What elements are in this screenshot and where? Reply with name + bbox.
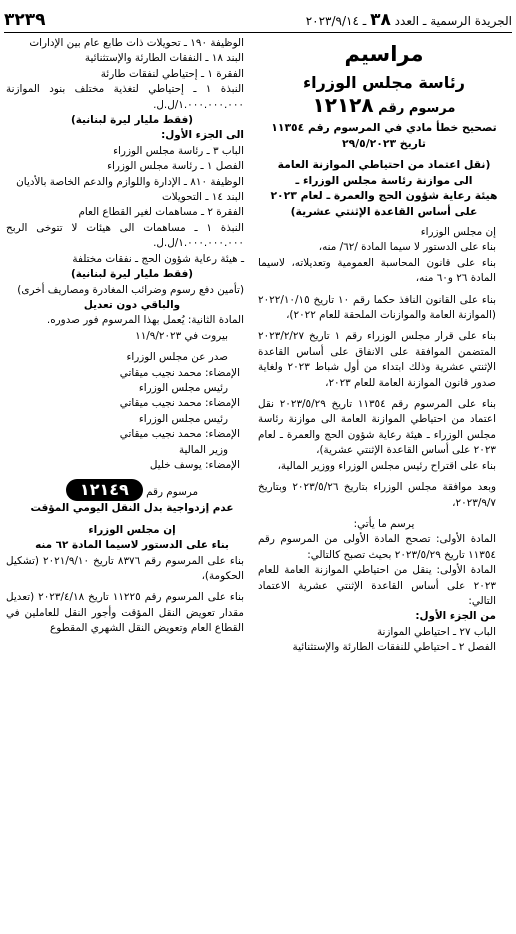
preamble-proposal: بناء على اقتراح رئيس مجلس الوزراء ووزير المالية، bbox=[277, 459, 496, 472]
amount-in-words: (فقط مليار ليرة لبنانية) bbox=[70, 114, 194, 127]
budget-line: النبذة ١ ـ مساهمات الى هيئات لا تتوخى الربح ١.٠٠٠.٠٠٠.٠٠٠/ل.ل. bbox=[6, 221, 244, 250]
decree-number: ١٢١٢٨ bbox=[312, 93, 374, 117]
decree2-label: مرسوم رقم bbox=[146, 486, 199, 499]
purpose-note: (تأمين دفع رسوم وضرائب المغادرة ومصاريف أخرى) bbox=[17, 283, 244, 296]
budget-line: الفصل ١ ـ رئاسة مجلس الوزراء bbox=[107, 160, 244, 173]
decree-subject-1: تصحيح خطأ مادي في المرسوم رقم ١١٣٥٤ bbox=[271, 121, 497, 134]
budget-line: البند ١٨ ـ النفقات الطارئة والإستثنائية bbox=[84, 52, 244, 65]
decree-desc-4: على أساس القاعدة الإثنتي عشرية) bbox=[290, 204, 478, 218]
budget-line: ـ هيئة رعاية شؤون الحج ـ نفقات مختلفة bbox=[72, 252, 244, 265]
rest-unchanged: والباقي دون تعديل bbox=[83, 298, 181, 311]
journal-heading bbox=[306, 10, 512, 30]
decree2-paragraph: بناء على المرسوم رقم ١١٢٢٥ تاريخ ٢٠٢٣/٤/١٨ (تعديل مقدار تعويض النقل المؤقت وأجور النقل للعاملين في القطاع العام وتعويض النقل الشهري المقطوع bbox=[6, 591, 245, 635]
preamble-constitution: بناء على الدستور لا سيما المادة /٦٢/ منه، bbox=[318, 241, 496, 254]
section-line: الفصل ٢ ـ احتياطي للنفقات الطارئة والإستثنائية bbox=[292, 641, 496, 654]
budget-line: الباب ٣ ـ رئاسة مجلس الوزراء bbox=[113, 144, 244, 157]
decree-subject-2: تاريخ ٢٩/٥/٢٠٢٣ bbox=[342, 136, 426, 150]
decree-desc-2: الى موازنة رئاسة مجلس الوزراء ـ bbox=[295, 173, 473, 187]
chapter-line: الباب ٢٧ ـ احتياطي الموازنة bbox=[376, 625, 496, 638]
decree2-number: ١٢١٤٩ bbox=[66, 479, 143, 501]
budget-line: النبذة ١ ـ إحتياطي لتغذية مختلف بنود الموازنة ١.٠٠٠.٠٠٠.٠٠٠/ل.ل. bbox=[6, 83, 244, 111]
to-part-one-heading: الى الجزء الأول: bbox=[161, 129, 244, 142]
budget-line: الفقرة ٢ ـ مساهمات لغير القطاع العام bbox=[78, 206, 244, 219]
finance-minister-title: وزير المالية bbox=[178, 443, 228, 456]
finance-minister-signature: الإمضاء: يوسف خليل bbox=[149, 458, 240, 471]
page-header bbox=[4, 6, 512, 33]
signature-line: الإمضاء: محمد نجيب ميقاتي bbox=[119, 366, 240, 379]
decree2-subject: عدم إزدواجية بدل النقل اليومي المؤقت bbox=[30, 502, 234, 515]
decree2-number-line bbox=[6, 479, 258, 501]
decree-number-line bbox=[258, 94, 510, 120]
part-one-heading: من الجزء الأول: bbox=[415, 610, 496, 623]
journal-name: الجريدة الرسمية ـ العدد bbox=[394, 14, 512, 28]
issue-date: ـ ٢٠٢٣/٩/١٤ bbox=[305, 14, 367, 28]
article-one-transfer: المادة الأولى: ينقل من احتياطي الموازنة العامة للعام ٢٠٢٣ على أساس القاعدة الإثنتي عشرية الاعتماد التالي: bbox=[258, 564, 496, 607]
preamble-decree-11354: بناء على المرسوم رقم ١١٣٥٤ تاريخ ٢٠٢٣/٥/٢٩ نقل اعتماد من احتياطي الموازنة العامة الى موازنة رئاسة مجلس الوزراء ـ هيئة رعاية شؤون الحج والعمرة ـ لعام ٢٠٢٣ على أساس القاعدة الإثنتي عشرية)، bbox=[258, 398, 497, 457]
decree2-basis: بناء على الدستور لاسيما المادة ٦٢ منه bbox=[35, 539, 229, 552]
decree-label: مرسوم رقم bbox=[378, 101, 456, 116]
preamble-accounting-law: بناء على قانون المحاسبة العمومية وتعديلاته، لاسيما المادة ٢٦ و٦٠ منه، bbox=[258, 256, 496, 285]
pm-title: رئيس مجلس الوزراء bbox=[138, 381, 228, 394]
decree-desc-1: (نقل اعتماد من احتياطي الموازنة العامة bbox=[277, 158, 491, 171]
budget-line: الوظيفة ١٩٠ ـ تحويلات ذات طابع عام بين الإدارات bbox=[29, 37, 244, 49]
preamble-cabinet-decision: بناء على قرار مجلس الوزراء رقم ١ تاريخ ٢٠٢٣/٢/٢٧ المتضمن الموافقة على الانفاق على أساس القاعدة الإثنتي عشرية وذلك ابتداء من أول شباط ٢٠٢٣ ولغاية صدور قانون الموازنة العامة للعام ٢٠٢٣، bbox=[258, 330, 497, 389]
decree2-council: إن مجلس الوزراء bbox=[88, 523, 176, 536]
right-column bbox=[258, 36, 510, 930]
article-one-correction: المادة الأولى: تصحح المادة الأولى من المرسوم رقم ١١٣٥٤ تاريخ ٢٠٢٣/٥/٢٩ بحيث تصبح كالتالي: bbox=[258, 533, 496, 561]
section-title: مراسيم bbox=[344, 42, 424, 66]
budget-line: الفقرة ١ ـ إحتياطي لنفقات طارئة bbox=[100, 67, 244, 80]
preamble-council: إن مجلس الوزراء bbox=[420, 226, 496, 238]
signature-line: الإمضاء: محمد نجيب ميقاتي bbox=[119, 428, 240, 441]
left-column bbox=[6, 36, 258, 930]
page-number: ٣٢٣٩ bbox=[4, 10, 46, 30]
issue-number: ٣٨ bbox=[370, 10, 391, 30]
decree-desc-3: هيئة رعاية شؤون الحج والعمرة ـ لعام ٢٠٢٣ bbox=[270, 189, 498, 202]
authority-title: رئاسة مجلس الوزراء bbox=[303, 73, 465, 92]
decree2-paragraph: بناء على المرسوم رقم ٨٣٧٦ تاريخ ٢٠٢١/٩/١٠ (تشكيل الحكومة)، bbox=[6, 554, 244, 582]
decrees-phrase: يرسم ما يأتي: bbox=[353, 517, 415, 530]
budget-line: البند ١٤ ـ التحويلات bbox=[161, 191, 244, 204]
preamble-budget-law: بناء على القانون النافذ حكما رقم ١٠ تاريخ ٢٠٢٢/١٠/١٥ (الموازنة العامة والموازنات الملحقة للعام ٢٠٢٢)، bbox=[258, 293, 496, 322]
preamble-approval: وبعد موافقة مجلس الوزراء بتاريخ ٢٠٢٣/٥/٢٦ وبتاريخ ٢٠٢٣/٩/٧، bbox=[258, 481, 496, 509]
signature-line: الإمضاء: محمد نجيب ميقاتي bbox=[119, 397, 240, 410]
budget-line: الوظيفة ٨١٠ ـ الإدارة واللوازم والدعم الخاصة بالأديان bbox=[16, 175, 244, 188]
pm-title: رئيس مجلس الوزراء bbox=[138, 412, 228, 425]
article-two: المادة الثانية: يُعمل بهذا المرسوم فور صدوره. bbox=[46, 314, 244, 327]
place-date: بيروت في ١١/٩/٢٠٢٣ bbox=[135, 329, 228, 342]
issued-by: صدر عن مجلس الوزراء bbox=[126, 351, 228, 364]
amount-in-words: (فقط مليار ليرة لبنانية) bbox=[70, 268, 194, 281]
